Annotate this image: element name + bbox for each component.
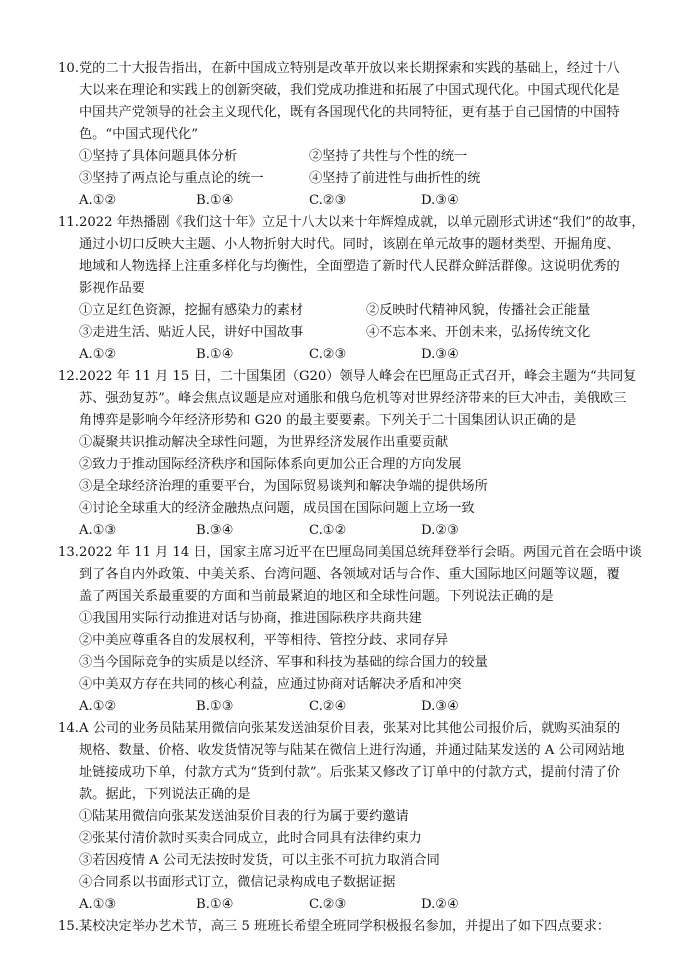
question-13 bbox=[58, 542, 658, 718]
question-text-line: 影视作品要 bbox=[79, 281, 145, 296]
question-number: 15. bbox=[58, 919, 79, 934]
answer-choice-d[interactable]: D.③④ bbox=[421, 193, 459, 208]
statement-item: ①陆某用微信向张某发送油泵价目表的行为属于要约邀请 bbox=[79, 809, 409, 824]
question-text-line: 盖了两国关系最重要的方面和当前最紧迫的地区和全球性问题。下列说法正确的是 bbox=[79, 589, 554, 604]
question-text-line: 苏、强劲复苏”。峰会焦点议题是应对通胀和俄乌危机等对世界经济带来的巨大冲击，美俄欧三 bbox=[79, 391, 627, 406]
statement-item: ③若因疫情 A 公司无法按时发货，可以主张不可抗力取消合同 bbox=[79, 853, 440, 868]
question-text-line: 通过小切口反映大主题、小人物折射大时代。同时，该剧在单元故事的题材类型、开掘角度、 bbox=[79, 237, 620, 252]
statement-item: ④合同系以书面形式订立，微信记录构成电子数据证据 bbox=[79, 875, 396, 890]
question-text-line: 款。据此，下列说法正确的是 bbox=[79, 787, 251, 802]
statement-item: ②中美应尊重各自的发展权利，平等相待、管控分歧、求同存异 bbox=[79, 633, 449, 648]
question-text-line: 中国共产党领导的社会主义现代化，既有各国现代化的共同特征，更有基于自己国情的中国特 bbox=[79, 105, 620, 120]
statement-item: ②致力于推动国际经济秩序和国际体系向更加公正合理的方向发展 bbox=[79, 457, 462, 472]
statement-item: ②张某付清价款时买卖合同成立，此时合同具有法律约束力 bbox=[79, 831, 422, 846]
question-11 bbox=[58, 212, 658, 366]
answer-choice-d[interactable]: D.②③ bbox=[421, 523, 459, 538]
answer-choice-a[interactable]: A.①② bbox=[79, 347, 117, 362]
question-text-line: 2022 年热播剧《我们这十年》立足十八大以来十年辉煌成就，以单元剧形式讲述“我们”的故事， bbox=[79, 215, 645, 230]
question-15 bbox=[58, 916, 658, 938]
statement-item: ①凝聚共识推动解决全球性问题，为世界经济发展作出重要贡献 bbox=[79, 435, 449, 450]
question-text-line: 到了各自内外政策、中美关系、台湾问题、各领域对话与合作、重大国际地区问题等议题，覆 bbox=[79, 567, 620, 582]
question-text-line: 地域和人物选择上注重多样化与均衡性，全面塑造了新时代人民群众鲜活群像。这说明优秀的 bbox=[79, 259, 620, 274]
statement-item: ①立足红色资源，挖掘有感染力的素材 bbox=[79, 303, 304, 318]
statement-item: ④坚持了前进性与曲折性的统 bbox=[309, 171, 481, 186]
question-number: 14. bbox=[58, 721, 79, 736]
answer-choice-a[interactable]: A.①③ bbox=[79, 523, 117, 538]
answer-choice-c[interactable]: C.②④ bbox=[309, 699, 347, 714]
question-text-line: 角博弈是影响今年经济形势和 G20 的最主要要素。下列关于二十国集团认识正确的是 bbox=[79, 413, 577, 428]
answer-choice-b[interactable]: B.①③ bbox=[196, 699, 234, 714]
statement-item: ②反映时代精神风貌，传播社会正能量 bbox=[366, 303, 591, 318]
question-text-line: 某校决定举办艺术节，高三 5 班班长希望全班同学积极报名参加，并提出了如下四点要求： bbox=[79, 919, 611, 934]
answer-choice-a[interactable]: A.①③ bbox=[79, 897, 117, 912]
answer-choice-b[interactable]: B.①④ bbox=[196, 897, 234, 912]
question-text-line: 规格、数量、价格、收发货情况等与陆某在微信上进行沟通，并通过陆某发送的 A 公司网站地 bbox=[79, 743, 625, 758]
statement-item: ③坚持了两点论与重点论的统一 bbox=[79, 171, 264, 186]
question-text-line: 党的二十大报告指出，在新中国成立特别是改革开放以来长期探索和实践的基础上，经过十八 bbox=[79, 61, 620, 76]
question-number: 13. bbox=[58, 545, 79, 560]
answer-choice-a[interactable]: A.①② bbox=[79, 699, 117, 714]
question-text-line: 大以来在理论和实践上的创新突破，我们党成功推进和拓展了中国式现代化。中国式现代化是 bbox=[79, 83, 620, 98]
question-text-line: 2022 年 11 月 15 日，二十国集团（G20）领导人峰会在巴厘岛正式召开，峰会主题为“共同复 bbox=[79, 369, 637, 384]
answer-choice-d[interactable]: D.②④ bbox=[421, 897, 459, 912]
question-14 bbox=[58, 718, 658, 916]
statement-item: ④讨论全球重大的经济金融热点问题，成员国在国际问题上立场一致 bbox=[79, 501, 475, 516]
answer-choice-b[interactable]: B.①④ bbox=[196, 193, 234, 208]
answer-choice-d[interactable]: D.③④ bbox=[421, 699, 459, 714]
question-number: 12. bbox=[58, 369, 79, 384]
answer-choice-c[interactable]: C.②③ bbox=[309, 193, 347, 208]
statement-item: ①坚持了具体问题具体分析 bbox=[79, 149, 238, 164]
question-text-line: 2022 年 11 月 14 日，国家主席习近平在巴厘岛同美国总统拜登举行会晤。两国元首在会晤中谈 bbox=[79, 545, 642, 560]
question-text-line: 色。“中国式现代化” bbox=[79, 127, 198, 142]
answer-choice-c[interactable]: C.②③ bbox=[309, 347, 347, 362]
statement-item: ③是全球经济治理的重要平台，为国际贸易谈判和解决争端的提供场所 bbox=[79, 479, 488, 494]
answer-choice-d[interactable]: D.③④ bbox=[421, 347, 459, 362]
answer-choice-c[interactable]: C.②③ bbox=[309, 897, 347, 912]
answer-choice-b[interactable]: B.③④ bbox=[196, 523, 234, 538]
question-12 bbox=[58, 366, 658, 542]
statement-item: ④不忘本来、开创未来，弘扬传统文化 bbox=[366, 325, 591, 340]
question-text-line: A 公司的业务员陆某用微信向张某发送油泵价目表，张某对比其他公司报价后，就购买油泵的 bbox=[79, 721, 621, 736]
statement-item: ①我国用实际行动推进对话与协商，推进国际秩序共商共建 bbox=[79, 611, 422, 626]
question-10 bbox=[58, 58, 658, 212]
statement-item: ③当今国际竞争的实质是以经济、军事和科技为基础的综合国力的较量 bbox=[79, 655, 488, 670]
question-number: 11. bbox=[58, 215, 79, 230]
question-number: 10. bbox=[58, 61, 79, 76]
statement-item: ③走进生活、贴近人民，讲好中国故事 bbox=[79, 325, 304, 340]
answer-choice-a[interactable]: A.①② bbox=[79, 193, 117, 208]
answer-choice-c[interactable]: C.①② bbox=[309, 523, 347, 538]
answer-choice-b[interactable]: B.①④ bbox=[196, 347, 234, 362]
question-text-line: 址链接成功下单，付款方式为“货到付款”。后张某又修改了订单中的付款方式，提前付清了价 bbox=[79, 765, 620, 780]
statement-item: ②坚持了共性与个性的统一 bbox=[309, 149, 468, 164]
statement-item: ④中美双方存在共同的核心利益，应通过协商对话解决矛盾和冲突 bbox=[79, 677, 462, 692]
